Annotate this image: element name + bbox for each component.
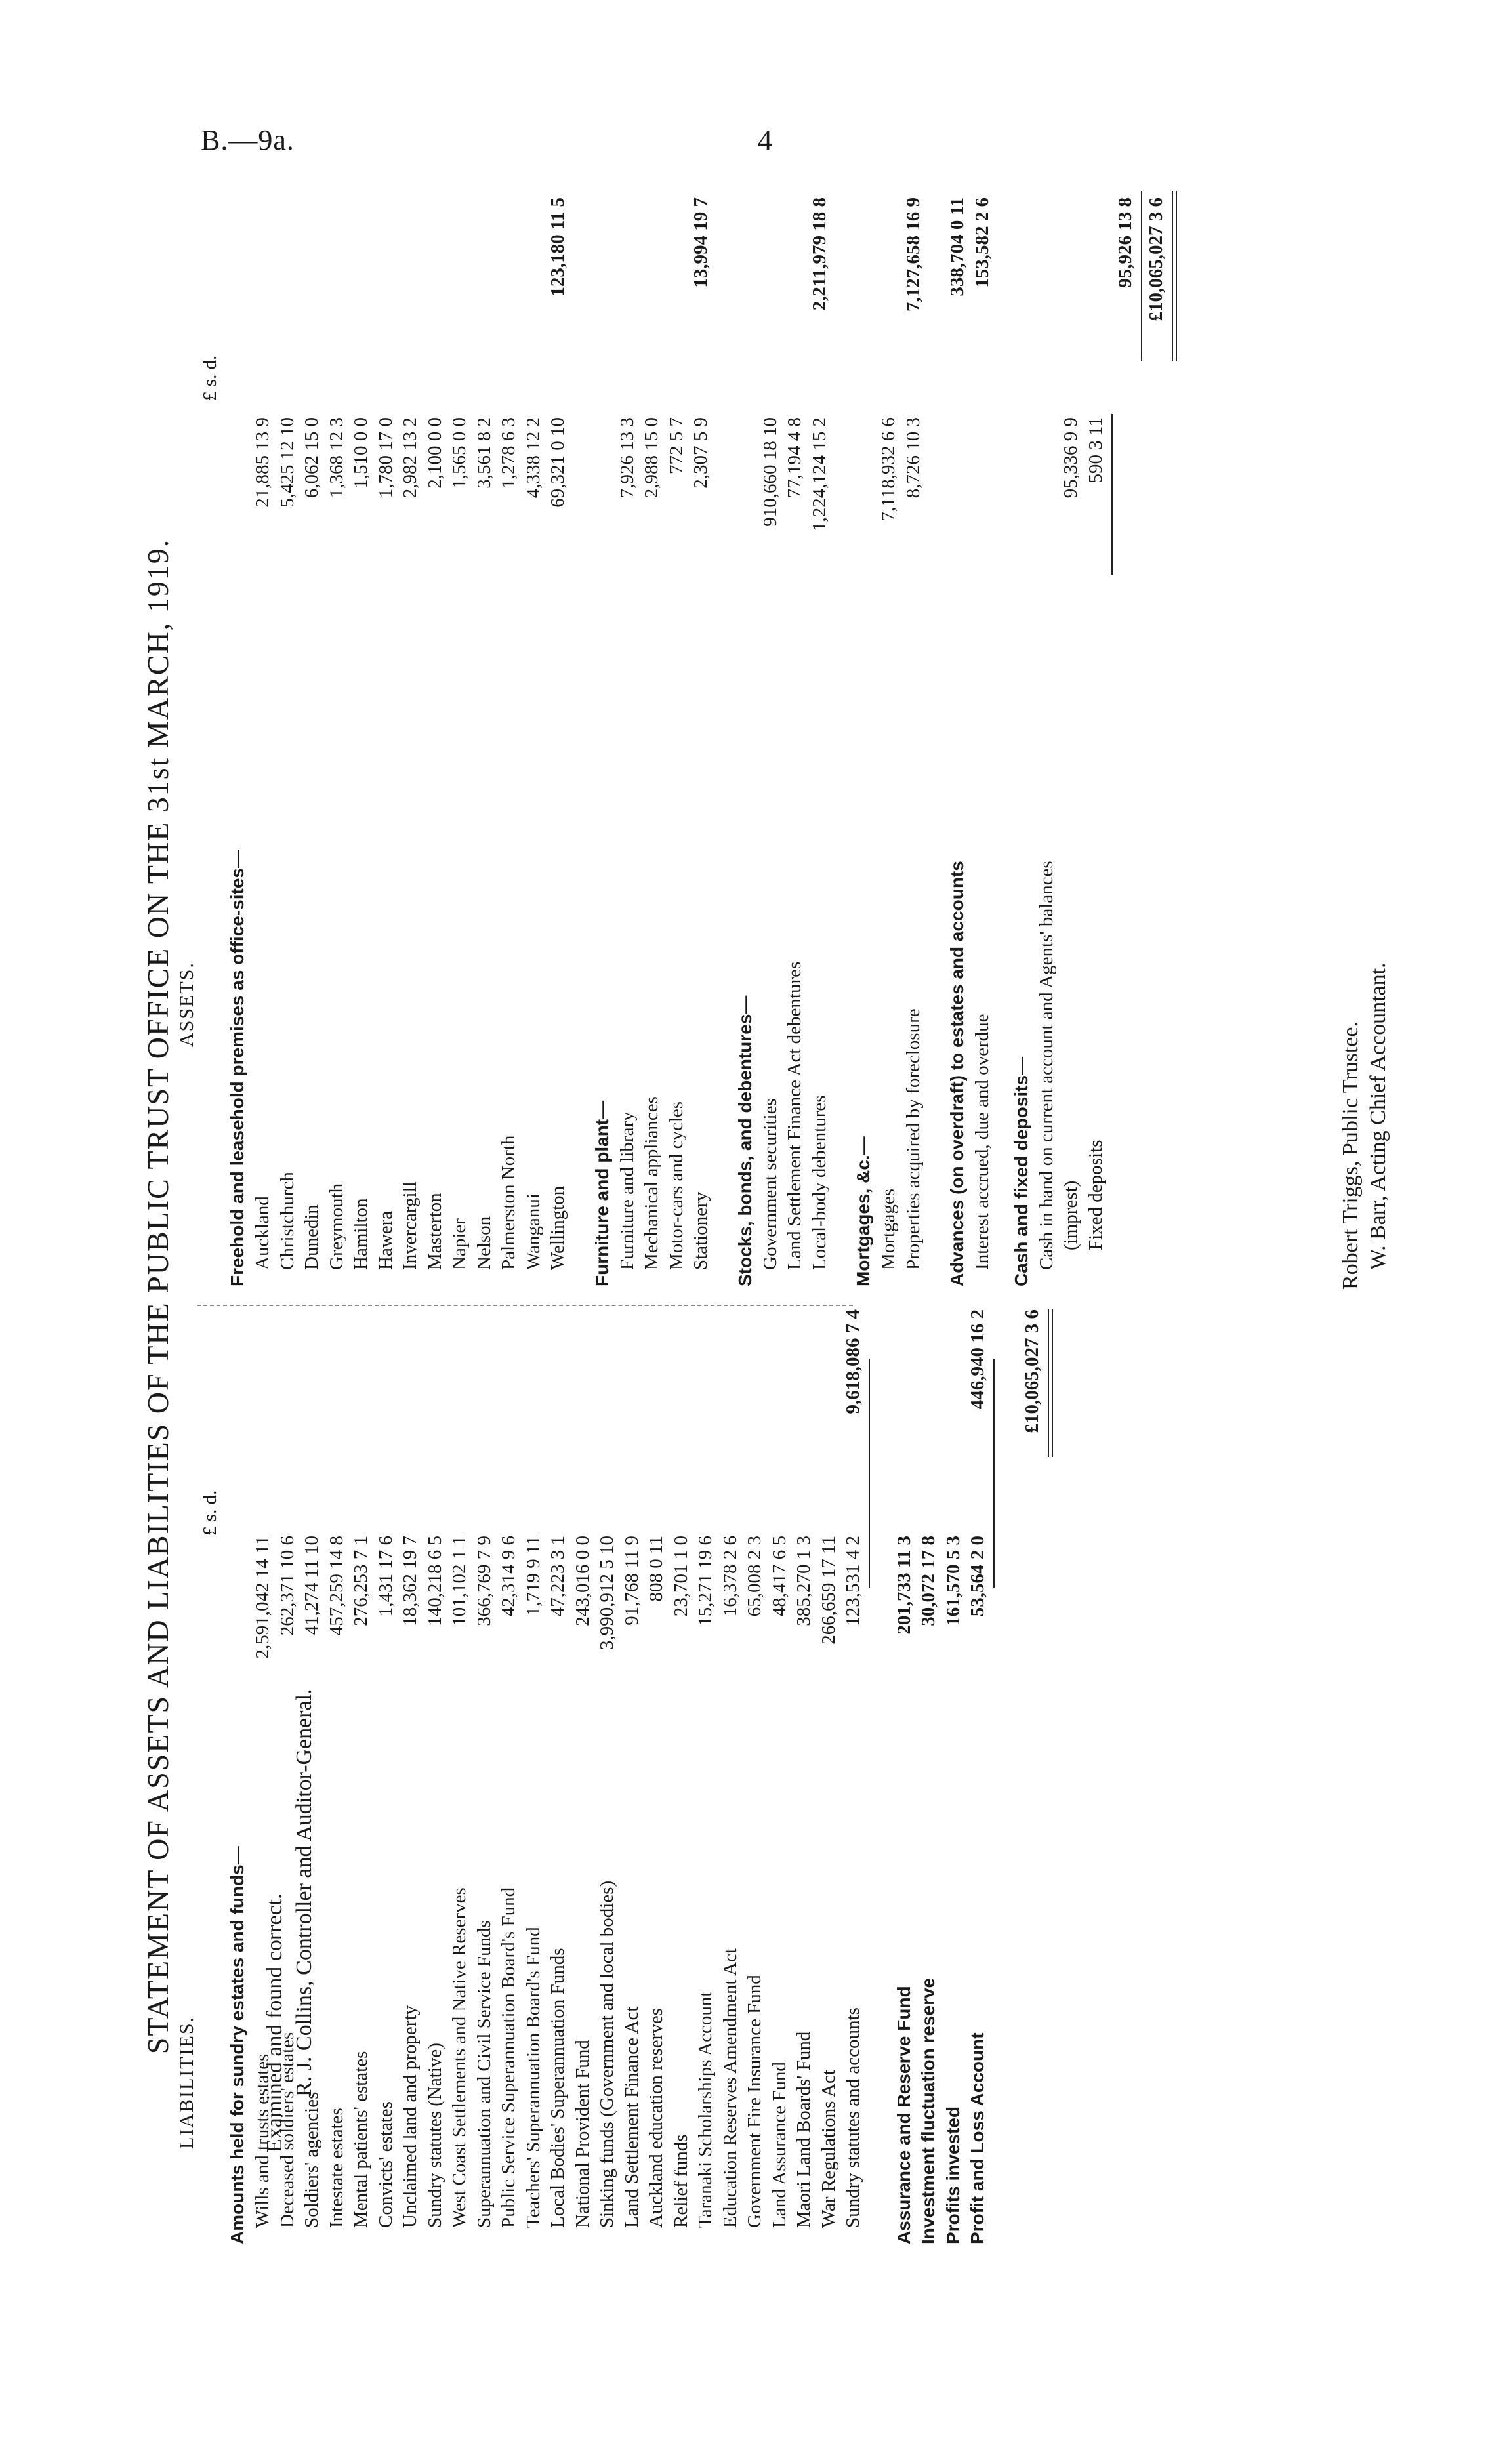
trustee-signature: Robert Triggs, Public Trustee.: [1338, 1021, 1363, 1290]
liability-row: [741, 1309, 768, 2228]
row-amount: 243,016 0 0: [571, 1536, 593, 1626]
statement-title: STATEMENT OF ASSETS AND LIABILITIES OF THE PUBLIC TRUST OFFICE ON THE 31st MARCH, 1919.: [141, 538, 175, 2055]
row-label: War Regulations Act: [817, 2070, 839, 2228]
row-label: Furniture and plant—: [591, 1100, 612, 1286]
row-total: 123,180 11 5: [547, 197, 568, 297]
row-label: Christchurch: [276, 1172, 298, 1270]
row-amount: 6,062 15 0: [301, 417, 322, 499]
row-amount: 16,378 2 6: [719, 1536, 741, 1617]
row-amount: 18,362 19 7: [400, 1536, 421, 1626]
row-amount: 266,659 17 11: [817, 1536, 839, 1645]
row-amount: 772 5 7: [665, 417, 687, 474]
row-amount: 77,194 4 8: [784, 417, 805, 499]
premises-row: [249, 158, 276, 1270]
row-total: 338,704 0 11: [947, 197, 968, 297]
liability-row: [791, 1309, 817, 2228]
liability-row: [766, 1309, 793, 2228]
premises-row: [373, 158, 399, 1270]
row-label: Cash and fixed deposits—: [1010, 1056, 1031, 1286]
row-amount: 2,100 0 0: [424, 417, 445, 489]
row-label: Masterton: [424, 1193, 445, 1270]
row-label: Advances (on overdraft) to estates and accounts: [947, 861, 967, 1286]
row-amount: 1,719 9 11: [522, 1536, 544, 1616]
mortgages-row: [875, 158, 901, 1270]
mortgages-heading: [850, 158, 877, 1286]
liability-row: [717, 1309, 743, 2228]
liability-row: [323, 1309, 350, 2228]
furniture-row: [663, 158, 690, 1270]
row-amount: 457,259 14 8: [325, 1536, 347, 1636]
row-label: Palmerston North: [498, 1135, 519, 1270]
row-amount: 65,008 2 3: [744, 1536, 765, 1617]
liability-row: [422, 1309, 448, 2228]
row-amount: 1,224,124 15 2: [808, 417, 830, 531]
row-amount: 1,368 12 3: [325, 417, 347, 499]
row-label: Cash in hand on current account and Agents' balances: [1035, 861, 1057, 1270]
row-label: Hawera: [375, 1210, 396, 1270]
row-label: Convicts' estates: [375, 2101, 396, 2228]
row-amount: 5,425 12 10: [276, 417, 298, 508]
row-amount: 41,274 11 10: [301, 1536, 322, 1635]
row-amount: 1,278 6 3: [498, 417, 519, 489]
row-label: National Provident Fund: [571, 2040, 593, 2228]
row-label: Mortgages: [878, 1188, 899, 1270]
cash-line: [1033, 158, 1060, 1270]
row-total: 2,211,979 18 8: [808, 197, 830, 311]
row-label: (imprest): [1060, 1180, 1081, 1250]
assets-column-headings: [197, 158, 223, 401]
row-amount: 7,118,932 6 6: [878, 417, 899, 522]
row-label: Auckland education reserves: [646, 2008, 667, 2228]
row-amount: 140,218 6 5: [424, 1536, 445, 1626]
liability-row: [692, 1309, 718, 2228]
liabilities-group-heading: [224, 1309, 251, 2244]
row-label: Dunedin: [301, 1204, 322, 1270]
row-label: Stocks, bonds, and debentures—: [734, 995, 755, 1286]
furniture-heading: [589, 158, 615, 1286]
assets-grand-total: [1143, 158, 1169, 1286]
row-label: Sinking funds (Government and local bodies): [596, 1880, 617, 2228]
row-total: 7,127,658 16 9: [902, 197, 924, 312]
premises-row: [397, 158, 423, 1270]
row-amount: 2,982 13 2: [400, 417, 421, 499]
premises-row: [446, 158, 472, 1270]
liability-row: [569, 1309, 596, 2228]
fund-row: [915, 1309, 941, 2244]
row-label: Taranaki Scholarships Account: [695, 1991, 716, 2228]
liabilities-column-headings: [197, 1309, 223, 1536]
interest-row: [969, 158, 995, 1270]
premises-row: [323, 158, 350, 1270]
row-label: Unclaimed land and property: [400, 2005, 421, 2228]
row-label: Relief funds: [670, 2134, 692, 2228]
row-label: Public Service Superannuation Board's Fund: [498, 1887, 519, 2228]
mortgages-row: [900, 158, 926, 1270]
row-label: Maori Land Boards' Fund: [793, 2031, 814, 2228]
row-amount: 276,253 7 1: [350, 1536, 371, 1626]
liability-row: [373, 1309, 399, 2228]
row-amount: 15,271 19 6: [695, 1536, 716, 1626]
column-divider: [197, 1304, 853, 1306]
liability-row: [545, 1309, 571, 2228]
row-label: Mental patients' estates: [350, 2051, 371, 2228]
row-label: Education Reserves Amendment Act: [719, 1948, 741, 2228]
row-total: 153,582 2 6: [971, 197, 993, 288]
premises-row: [348, 158, 374, 1270]
row-label: Soldiers' agencies: [301, 2091, 322, 2228]
row-label: Land Assurance Fund: [768, 2062, 790, 2228]
row-label: Government securities: [759, 1098, 781, 1270]
row-label: Local-body debentures: [808, 1095, 830, 1270]
liability-row: [348, 1309, 374, 2228]
liability-row: [520, 1309, 547, 2228]
premises-row: [545, 158, 571, 1270]
row-label: Stationery: [690, 1191, 711, 1270]
stocks-row: [781, 158, 808, 1270]
liability-row: [397, 1309, 423, 2228]
liability-row: [668, 1309, 694, 2228]
row-total: £10,065,027 3 6: [1145, 197, 1167, 321]
row-amount: 123,531 4 2: [842, 1536, 863, 1626]
row-label: Superannuation and Civil Service Funds: [473, 1920, 495, 2228]
row-amount: 69,321 0 10: [547, 417, 568, 508]
document-reference: B.—9a.: [201, 124, 295, 156]
fund-row: [964, 1309, 991, 2244]
row-amount: 1,780 17 0: [375, 417, 396, 499]
rule: [869, 1359, 870, 1588]
row-label: Sundry statutes (Native): [424, 2043, 445, 2228]
row-label: Land Settlement Finance Act debentures: [784, 961, 805, 1270]
row-label: Invercargill: [400, 1181, 421, 1270]
accountant-signature: W. Barr, Acting Chief Accountant.: [1366, 962, 1390, 1270]
row-amount: 30,072 17 8: [918, 1536, 939, 1626]
row-label: Profits invested: [942, 2106, 963, 2244]
premises-row: [495, 158, 522, 1270]
row-amount: 1,431 17 6: [375, 1536, 396, 1617]
row-label: Hamilton: [350, 1198, 371, 1270]
liability-row: [643, 1309, 669, 2228]
liability-row: [840, 1309, 866, 2228]
premises-row: [274, 158, 300, 1270]
statement-sheet: [0, 129, 1488, 2464]
furniture-row: [688, 158, 714, 1270]
premises-row: [299, 158, 325, 1270]
cash-heading: [1008, 158, 1035, 1286]
row-label: Amounts held for sundry estates and funds—: [227, 1846, 247, 2244]
fund-row: [891, 1309, 917, 2244]
row-label: Sundry statutes and accounts: [842, 2007, 863, 2228]
row-amount: 808 0 11: [646, 1536, 667, 1602]
row-label: Napier: [449, 1218, 470, 1270]
row-label: Nelson: [473, 1216, 495, 1270]
row-amount: 385,270 1 3: [793, 1536, 814, 1626]
row-label: Teachers' Superannuation Board's Fund: [522, 1927, 544, 2228]
row-amount: 101,102 1 1: [449, 1536, 470, 1626]
row-amount: 2,988 15 0: [641, 417, 662, 499]
stocks-row: [806, 158, 833, 1270]
premises-row: [422, 158, 448, 1270]
row-label: Motor-cars and cycles: [665, 1101, 687, 1270]
row-amount: 201,733 11 3: [893, 1536, 915, 1635]
row-label: Wanganui: [522, 1193, 544, 1270]
row-amount: 1,565 0 0: [449, 417, 470, 489]
row-amount: 590 3 11: [1085, 417, 1106, 483]
fixed-deposits-row: [1083, 158, 1109, 1250]
row-label: Intestate estates: [325, 2108, 347, 2228]
liability-row: [446, 1309, 472, 2228]
row-amount: 2,591,042 14 11: [252, 1536, 273, 1659]
row-label: Auckland: [252, 1196, 273, 1270]
row-label: West Coast Settlements and Native Reserves: [449, 1887, 470, 2228]
rule: [993, 1359, 995, 1588]
liability-row: [495, 1309, 522, 2228]
row-amount: 95,336 9 9: [1060, 417, 1081, 499]
row-label: Furniture and library: [616, 1111, 638, 1270]
row-label: £ s. d.: [199, 1490, 220, 1536]
row-label: Local Bodies' Superannuation Funds: [547, 1948, 568, 2228]
row-amount: 8,726 10 3: [902, 417, 924, 499]
row-label: Interest accrued, due and overdue: [971, 1014, 993, 1270]
row-label: Wills and trusts estates: [252, 2053, 273, 2228]
row-amount: 3,990,912 5 10: [596, 1536, 617, 1650]
row-amount: 161,570 5 3: [942, 1536, 964, 1626]
row-amount: 48,417 6 5: [768, 1536, 790, 1617]
row-label: Land Settlement Finance Act: [621, 2006, 642, 2228]
cash-imprest-row: [1058, 158, 1084, 1250]
row-label: Government Fire Insurance Fund: [744, 1975, 765, 2228]
row-total: 13,994 19 7: [690, 197, 711, 288]
fund-row: [940, 1309, 966, 2244]
row-amount: 23,701 1 0: [670, 1536, 692, 1617]
row-label: Assurance and Reserve Fund: [893, 1986, 914, 2244]
cash-total: [1112, 158, 1138, 1286]
row-label: Investment fluctuation reserve: [918, 1977, 938, 2244]
examined-note: Examined and found correct.: [262, 1893, 287, 2152]
row-label: Profit and Loss Account: [967, 2032, 987, 2244]
furniture-row: [614, 158, 640, 1270]
row-amount: 91,768 11 9: [621, 1536, 642, 1626]
row-total: £10,065,027 3 6: [1021, 1309, 1043, 1433]
row-total: 95,926 13 8: [1114, 197, 1136, 288]
liability-row: [471, 1309, 497, 2228]
liability-row: [619, 1309, 645, 2228]
row-amount: 47,223 3 1: [547, 1536, 568, 1617]
row-amount: 42,314 9 6: [498, 1536, 519, 1617]
row-label: Freehold and leasehold premises as office-sites—: [227, 850, 247, 1286]
furniture-row: [638, 158, 665, 1270]
row-amount: 21,885 13 9: [252, 417, 273, 508]
row-amount: 3,561 8 2: [473, 417, 495, 489]
row-label: Greymouth: [325, 1183, 347, 1270]
rule: [1141, 191, 1142, 361]
row-label: Properties acquired by foreclosure: [902, 1008, 924, 1270]
row-amount: 1,510 0 0: [350, 417, 371, 489]
row-amount: 2,307 5 9: [690, 417, 711, 489]
row-label: £ s. d.: [199, 355, 220, 401]
row-label: Wellington: [547, 1185, 568, 1270]
stocks-heading: [732, 158, 758, 1286]
row-amount: 4,338 12 2: [522, 417, 544, 499]
stocks-row: [757, 158, 783, 1270]
liability-row: [594, 1309, 620, 2228]
premises-row: [471, 158, 497, 1270]
row-total: 446,940 16 2: [967, 1309, 988, 1410]
liability-row: [816, 1309, 842, 2228]
row-amount: 7,926 13 3: [616, 417, 638, 499]
double-rule: [1048, 1309, 1053, 1457]
row-label: Mechanical appliances: [641, 1096, 662, 1270]
advances-row: [944, 158, 970, 1286]
assets-heading: ASSETS.: [176, 962, 197, 1047]
liabilities-heading: LIABILITIES.: [176, 2015, 197, 2149]
row-total: 9,618,086 7 4: [842, 1309, 863, 1414]
row-amount: 910,660 18 10: [759, 417, 781, 527]
row-amount: 262,371 10 6: [276, 1536, 298, 1636]
premises-heading: [224, 158, 251, 1286]
row-label: Mortgages, &c.—: [853, 1136, 873, 1286]
page-number: 4: [758, 124, 772, 156]
liabilities-grand-total: [1019, 1309, 1045, 2244]
row-label: Fixed deposits: [1085, 1140, 1106, 1250]
premises-row: [520, 158, 547, 1270]
row-amount: 53,564 2 0: [967, 1536, 988, 1617]
row-label: Deceased soldiers' estates: [276, 2032, 298, 2228]
auditor-signature: R. J. Collins, Controller and Auditor-General.: [292, 1689, 316, 2097]
row-amount: 366,769 7 9: [473, 1536, 495, 1626]
double-rule: [1172, 191, 1177, 361]
